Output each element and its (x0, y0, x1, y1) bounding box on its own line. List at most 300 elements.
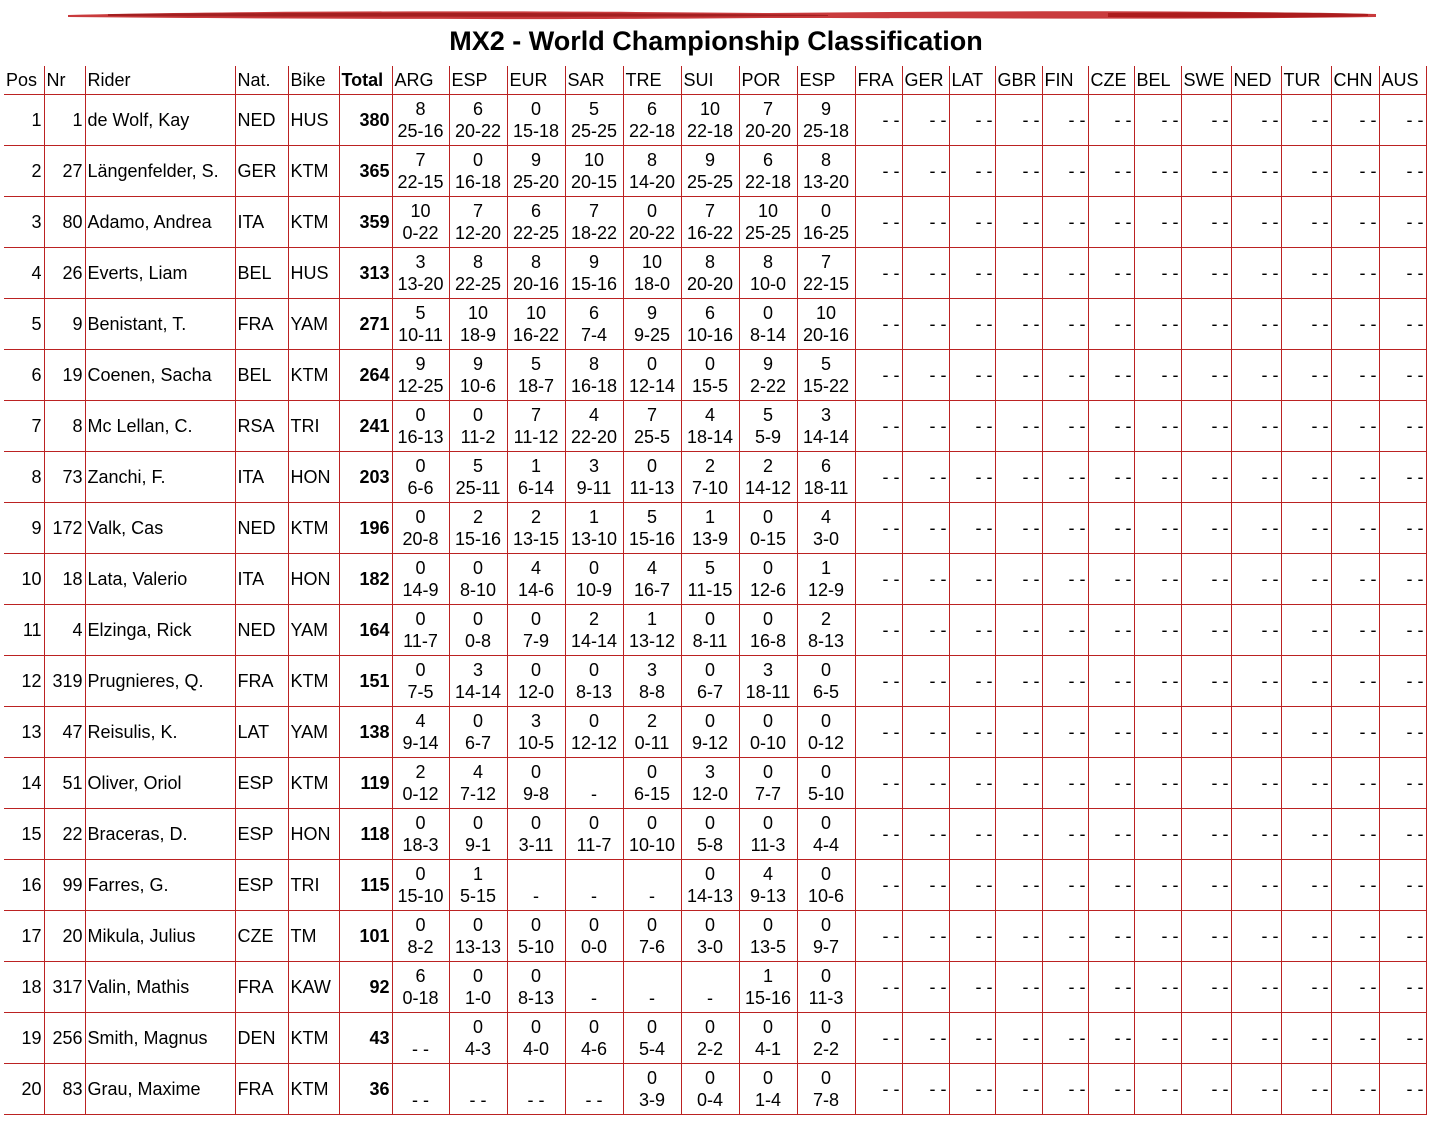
future-race-empty-cell: - - (995, 503, 1042, 554)
race-points: 0 (588, 558, 599, 578)
future-race-empty-cell: - - (1181, 1013, 1231, 1064)
future-race-empty-cell: - - (855, 605, 902, 656)
future-race-empty-cell: - - (1231, 809, 1281, 860)
race-result-cell (797, 146, 855, 197)
race-heat-results: 3-0 (696, 937, 723, 957)
bike-cell: HON (288, 452, 339, 503)
future-race-empty-cell: - - (1331, 452, 1379, 503)
future-race-empty-cell: - - (1088, 401, 1134, 452)
header-future-8[interactable]: NED (1231, 66, 1281, 95)
future-race-empty-cell: - - (995, 1064, 1042, 1115)
race-heat-results: 3-0 (812, 529, 839, 549)
future-race-empty-cell: - - (1231, 95, 1281, 146)
header-race-5[interactable]: SUI (681, 66, 739, 95)
table-row[interactable] (4, 452, 1426, 503)
race-points: 0 (704, 864, 715, 884)
race-points: 6 (530, 201, 541, 221)
future-race-empty-cell: - - (1042, 146, 1088, 197)
race-result-cell (797, 95, 855, 146)
race-result-cell (565, 197, 623, 248)
race-points: 0 (646, 1068, 657, 1088)
table-row[interactable] (4, 95, 1426, 146)
race-result-cell (392, 452, 449, 503)
race-points: 4 (762, 864, 773, 884)
table-row[interactable] (4, 707, 1426, 758)
bike-cell: KTM (288, 1013, 339, 1064)
race-result-cell (449, 707, 507, 758)
race-result-cell (623, 656, 681, 707)
future-race-empty-cell: - - (1088, 197, 1134, 248)
race-heat-results: 16-18 (454, 172, 502, 192)
race-points: 0 (588, 915, 599, 935)
race-points: 8 (646, 150, 657, 170)
future-race-empty-cell: - - (1331, 95, 1379, 146)
header-future-3[interactable]: GBR (995, 66, 1042, 95)
bike-cell: YAM (288, 707, 339, 758)
race-points: 5 (588, 99, 599, 119)
race-heat-results: 11-3 (750, 835, 786, 855)
race-points: 1 (530, 456, 541, 476)
nationality-cell: BEL (235, 248, 288, 299)
future-race-empty-cell: - - (902, 299, 949, 350)
race-points: 1 (704, 507, 715, 527)
table-row[interactable] (4, 605, 1426, 656)
race-points: 4 (415, 711, 426, 731)
race-result-cell (565, 1013, 623, 1064)
race-points: 0 (588, 813, 599, 833)
future-race-empty-cell: - - (1134, 248, 1181, 299)
table-row[interactable] (4, 656, 1426, 707)
race-points: 0 (820, 864, 831, 884)
bike-cell: HON (288, 809, 339, 860)
race-points: 2 (704, 456, 715, 476)
race-heat-results: 10-9 (575, 580, 613, 600)
future-race-empty-cell: - - (855, 860, 902, 911)
race-result-cell (392, 401, 449, 452)
future-race-empty-cell: - - (1331, 299, 1379, 350)
bike-cell: KTM (288, 503, 339, 554)
future-race-empty-cell: - - (1042, 911, 1088, 962)
future-race-empty-cell: - - (1331, 860, 1379, 911)
race-points: 0 (762, 558, 773, 578)
race-heat-results: 10-16 (686, 325, 734, 345)
race-heat-results: 16-18 (570, 376, 618, 396)
race-heat-results: 7-12 (459, 784, 497, 804)
race-heat-results: 5-15 (459, 886, 497, 906)
future-race-empty-cell: - - (1088, 605, 1134, 656)
header-race-1[interactable]: ESP (449, 66, 507, 95)
future-race-empty-cell: - - (949, 1064, 995, 1115)
future-race-empty-cell: - - (902, 1013, 949, 1064)
future-race-empty-cell: - - (1281, 860, 1331, 911)
header-race-4[interactable]: TRE (623, 66, 681, 95)
race-result-cell (623, 554, 681, 605)
future-race-empty-cell: - - (1231, 146, 1281, 197)
race-heat-results: 5-9 (754, 427, 781, 447)
race-result-cell (449, 299, 507, 350)
race-result-cell (623, 452, 681, 503)
header-race-2[interactable]: EUR (507, 66, 565, 95)
race-heat-results: 15-18 (512, 121, 560, 141)
race-heat-results: 25-16 (397, 121, 444, 141)
header-race-0[interactable]: ARG (392, 66, 449, 95)
race-result-cell (797, 758, 855, 809)
header-pos[interactable]: Pos (4, 66, 44, 95)
header-future-5[interactable]: CZE (1088, 66, 1134, 95)
race-points: 0 (704, 354, 715, 374)
future-race-empty-cell: - - (1088, 962, 1134, 1013)
race-heat-results: 4-3 (464, 1039, 491, 1059)
table-row[interactable] (4, 299, 1426, 350)
race-result-cell (739, 605, 797, 656)
race-points: 0 (472, 1017, 483, 1037)
race-heat-results: 6-7 (696, 682, 723, 702)
future-race-empty-cell: - - (1331, 911, 1379, 962)
future-race-empty-cell: - - (1181, 401, 1231, 452)
race-heat-results: 4-4 (812, 835, 839, 855)
race-result-cell (739, 1064, 797, 1115)
race-heat-results: 12-9 (807, 580, 845, 600)
race-heat-results: 25-5 (633, 427, 671, 447)
race-result-cell (797, 605, 855, 656)
nationality-cell: GER (235, 146, 288, 197)
table-row[interactable] (4, 503, 1426, 554)
race-heat-results: 20-8 (402, 529, 439, 549)
race-result-cell (565, 95, 623, 146)
race-heat-results: 15-16 (628, 529, 676, 549)
header-future-0[interactable]: FRA (855, 66, 902, 95)
future-race-empty-cell: - - (1281, 1064, 1331, 1115)
race-result-cell (623, 809, 681, 860)
race-points: 2 (530, 507, 541, 527)
race-result-cell (565, 1064, 623, 1115)
nr-cell: 4 (44, 605, 85, 656)
race-heat-results: 14-13 (686, 886, 734, 906)
race-result-cell (392, 962, 449, 1013)
race-heat-results: 11-13 (629, 478, 675, 498)
total-points-cell: 36 (339, 1064, 392, 1115)
race-result-cell (507, 248, 565, 299)
race-heat-results: 7-4 (580, 325, 607, 345)
race-points: 0 (820, 915, 831, 935)
table-row[interactable] (4, 146, 1426, 197)
race-points (568, 1067, 621, 1089)
future-race-empty-cell: - - (1134, 605, 1181, 656)
race-points: 7 (588, 201, 599, 221)
race-heat-results: 12-14 (628, 376, 676, 396)
race-heat-results: 10-0 (749, 274, 787, 294)
table-row[interactable] (4, 1064, 1426, 1115)
race-result-cell (623, 707, 681, 758)
future-race-empty-cell: - - (902, 248, 949, 299)
table-row[interactable] (4, 401, 1426, 452)
race-result-cell (797, 860, 855, 911)
race-result-cell (623, 146, 681, 197)
race-points: 0 (588, 1017, 599, 1037)
table-row[interactable] (4, 758, 1426, 809)
table-row[interactable] (4, 962, 1426, 1013)
header-future-1[interactable]: GER (902, 66, 949, 95)
future-race-empty-cell: - - (1231, 1064, 1281, 1115)
header-race-7[interactable]: ESP (797, 66, 855, 95)
race-result-cell (507, 605, 565, 656)
race-result-cell (739, 962, 797, 1013)
future-race-empty-cell: - - (1134, 350, 1181, 401)
race-points: 10 (583, 150, 605, 170)
race-result-cell (392, 248, 449, 299)
race-points: 10 (815, 303, 837, 323)
rider-name-cell: Elzinga, Rick (85, 605, 235, 656)
race-points: 0 (415, 405, 426, 425)
future-race-empty-cell: - - (1231, 248, 1281, 299)
race-result-cell (565, 911, 623, 962)
future-race-empty-cell: - - (902, 503, 949, 554)
header-future-6[interactable]: BEL (1134, 66, 1181, 95)
race-heat-results: 25-25 (686, 172, 734, 192)
race-points: 5 (762, 405, 773, 425)
future-race-empty-cell: - - (1331, 248, 1379, 299)
race-heat-results: 18-0 (633, 274, 671, 294)
race-result-cell (797, 911, 855, 962)
race-heat-results: 10-5 (517, 733, 555, 753)
bike-cell: KTM (288, 758, 339, 809)
race-points: 0 (472, 405, 483, 425)
future-race-empty-cell: - - (902, 452, 949, 503)
header-future-2[interactable]: LAT (949, 66, 995, 95)
race-result-cell (507, 860, 565, 911)
rider-name-cell: Braceras, D. (85, 809, 235, 860)
race-heat-results: 12-0 (691, 784, 729, 804)
header-future-4[interactable]: FIN (1042, 66, 1088, 95)
race-result-cell (449, 911, 507, 962)
future-race-empty-cell: - - (1331, 554, 1379, 605)
race-result-cell (739, 554, 797, 605)
race-heat-results: 15-16 (570, 274, 618, 294)
race-points: 0 (762, 609, 773, 629)
race-result-cell (507, 197, 565, 248)
brush-stroke-decoration (68, 8, 1376, 22)
future-race-empty-cell: - - (1231, 503, 1281, 554)
header-nat[interactable]: Nat. (235, 66, 288, 95)
race-result-cell (623, 911, 681, 962)
race-heat-results: 8-11 (692, 631, 728, 651)
race-points: 0 (704, 915, 715, 935)
future-race-empty-cell: - - (949, 248, 995, 299)
table-row[interactable] (4, 860, 1426, 911)
future-race-empty-cell: - - (1042, 605, 1088, 656)
race-result-cell (565, 503, 623, 554)
bike-cell: HON (288, 554, 339, 605)
race-points: 5 (820, 354, 831, 374)
future-race-empty-cell: - - (1088, 707, 1134, 758)
future-race-empty-cell: - - (1331, 758, 1379, 809)
race-heat-results: 13-9 (691, 529, 729, 549)
future-race-empty-cell: - - (902, 554, 949, 605)
race-heat-results: 8-14 (749, 325, 787, 345)
header-nr[interactable]: Nr (44, 66, 85, 95)
race-points: 1 (820, 558, 831, 578)
race-points: 4 (530, 558, 541, 578)
race-heat-results: 11-3 (808, 988, 844, 1008)
table-row[interactable] (4, 197, 1426, 248)
race-points (452, 1067, 505, 1089)
race-points: 9 (530, 150, 541, 170)
bike-cell: KTM (288, 656, 339, 707)
race-heat-results: 0-12 (807, 733, 845, 753)
race-heat-results: 10-10 (628, 835, 676, 855)
race-result-cell (449, 95, 507, 146)
race-points: 0 (646, 1017, 657, 1037)
race-result-cell (681, 707, 739, 758)
race-points: 0 (415, 915, 426, 935)
future-race-empty-cell: - - (949, 401, 995, 452)
race-result-cell (449, 146, 507, 197)
header-race-6[interactable]: POR (739, 66, 797, 95)
future-race-empty-cell: - - (1088, 248, 1134, 299)
future-race-empty-cell: - - (902, 146, 949, 197)
future-race-empty-cell: - - (1088, 1064, 1134, 1115)
race-heat-results: 20-20 (744, 121, 792, 141)
future-race-empty-cell: - - (1379, 911, 1426, 962)
race-result-cell (449, 962, 507, 1013)
nationality-cell: NED (235, 605, 288, 656)
future-race-empty-cell: - - (1379, 146, 1426, 197)
nationality-cell: FRA (235, 656, 288, 707)
future-race-empty-cell: - - (995, 656, 1042, 707)
table-row[interactable] (4, 248, 1426, 299)
race-heat-results: - (591, 784, 597, 804)
race-result-cell (797, 248, 855, 299)
race-points: 10 (641, 252, 663, 272)
race-points: 2 (762, 456, 773, 476)
future-race-empty-cell: - - (1331, 197, 1379, 248)
table-row[interactable] (4, 554, 1426, 605)
table-row[interactable] (4, 911, 1426, 962)
race-points: 0 (646, 915, 657, 935)
race-heat-results: 7-10 (691, 478, 729, 498)
header-future-11[interactable]: AUS (1379, 66, 1426, 95)
future-race-empty-cell: - - (1088, 452, 1134, 503)
total-points-cell: 241 (339, 401, 392, 452)
race-result-cell (739, 503, 797, 554)
pos-cell: 7 (4, 401, 44, 452)
future-race-empty-cell: - - (1134, 1013, 1181, 1064)
bike-cell: HUS (288, 248, 339, 299)
race-result-cell (392, 95, 449, 146)
race-heat-results: 8-8 (638, 682, 665, 702)
total-points-cell: 264 (339, 350, 392, 401)
race-result-cell (681, 1064, 739, 1115)
race-points: 0 (820, 711, 831, 731)
header-future-9[interactable]: TUR (1281, 66, 1331, 95)
future-race-empty-cell: - - (995, 350, 1042, 401)
race-heat-results: 8-10 (459, 580, 497, 600)
future-race-empty-cell: - - (855, 350, 902, 401)
race-result-cell (392, 503, 449, 554)
header-future-10[interactable]: CHN (1331, 66, 1379, 95)
race-points: 0 (762, 303, 773, 323)
total-points-cell: 313 (339, 248, 392, 299)
race-heat-results: 25-25 (570, 121, 618, 141)
future-race-empty-cell: - - (855, 95, 902, 146)
race-result-cell (392, 605, 449, 656)
future-race-empty-cell: - - (1379, 95, 1426, 146)
race-result-cell (449, 1013, 507, 1064)
race-heat-results: 14-6 (517, 580, 555, 600)
future-race-empty-cell: - - (902, 911, 949, 962)
race-points: 0 (704, 1017, 715, 1037)
race-result-cell (681, 248, 739, 299)
race-points: 8 (530, 252, 541, 272)
future-race-empty-cell: - - (949, 554, 995, 605)
race-points: 5 (646, 507, 657, 527)
header-total[interactable]: Total (339, 66, 392, 95)
race-result-cell (507, 554, 565, 605)
future-race-empty-cell: - - (1134, 707, 1181, 758)
race-result-cell (739, 656, 797, 707)
race-heat-results: 15-22 (802, 376, 850, 396)
classification-table (4, 66, 1427, 1115)
future-race-empty-cell: - - (1281, 758, 1331, 809)
pos-cell: 15 (4, 809, 44, 860)
race-result-cell (507, 299, 565, 350)
race-heat-results: 5-4 (638, 1039, 665, 1059)
race-heat-results: 13-20 (802, 172, 850, 192)
race-points: 8 (415, 99, 426, 119)
future-race-empty-cell: - - (1134, 95, 1181, 146)
race-points: 0 (530, 660, 541, 680)
table-row[interactable] (4, 809, 1426, 860)
future-race-empty-cell: - - (1231, 911, 1281, 962)
future-race-empty-cell: - - (995, 95, 1042, 146)
table-row[interactable] (4, 350, 1426, 401)
header-bike[interactable]: Bike (288, 66, 339, 95)
race-points: 4 (588, 405, 599, 425)
table-row[interactable] (4, 1013, 1426, 1064)
race-result-cell (507, 1064, 565, 1115)
race-result-cell (681, 962, 739, 1013)
race-result-cell (739, 1013, 797, 1064)
race-heat-results: 13-12 (628, 631, 676, 651)
table-body (4, 95, 1426, 1115)
race-points: 0 (415, 864, 426, 884)
race-result-cell (565, 809, 623, 860)
header-rider[interactable]: Rider (85, 66, 235, 95)
race-heat-results: 25-25 (744, 223, 792, 243)
future-race-empty-cell: - - (949, 350, 995, 401)
future-race-empty-cell: - - (1379, 656, 1426, 707)
future-race-empty-cell: - - (1042, 707, 1088, 758)
race-points: 0 (646, 456, 657, 476)
race-result-cell (681, 299, 739, 350)
race-heat-results: 18-7 (517, 376, 555, 396)
race-result-cell (565, 299, 623, 350)
rider-name-cell: Valin, Mathis (85, 962, 235, 1013)
header-race-3[interactable]: SAR (565, 66, 623, 95)
race-result-cell (739, 860, 797, 911)
future-race-empty-cell: - - (949, 197, 995, 248)
race-points (684, 965, 737, 987)
race-points: 0 (472, 711, 483, 731)
rider-name-cell: Adamo, Andrea (85, 197, 235, 248)
future-race-empty-cell: - - (1231, 452, 1281, 503)
header-future-7[interactable]: SWE (1181, 66, 1231, 95)
race-heat-results: 20-16 (512, 274, 560, 294)
future-race-empty-cell: - - (855, 758, 902, 809)
race-points: 5 (472, 456, 483, 476)
race-heat-results: 22-18 (628, 121, 676, 141)
rider-name-cell: Oliver, Oriol (85, 758, 235, 809)
